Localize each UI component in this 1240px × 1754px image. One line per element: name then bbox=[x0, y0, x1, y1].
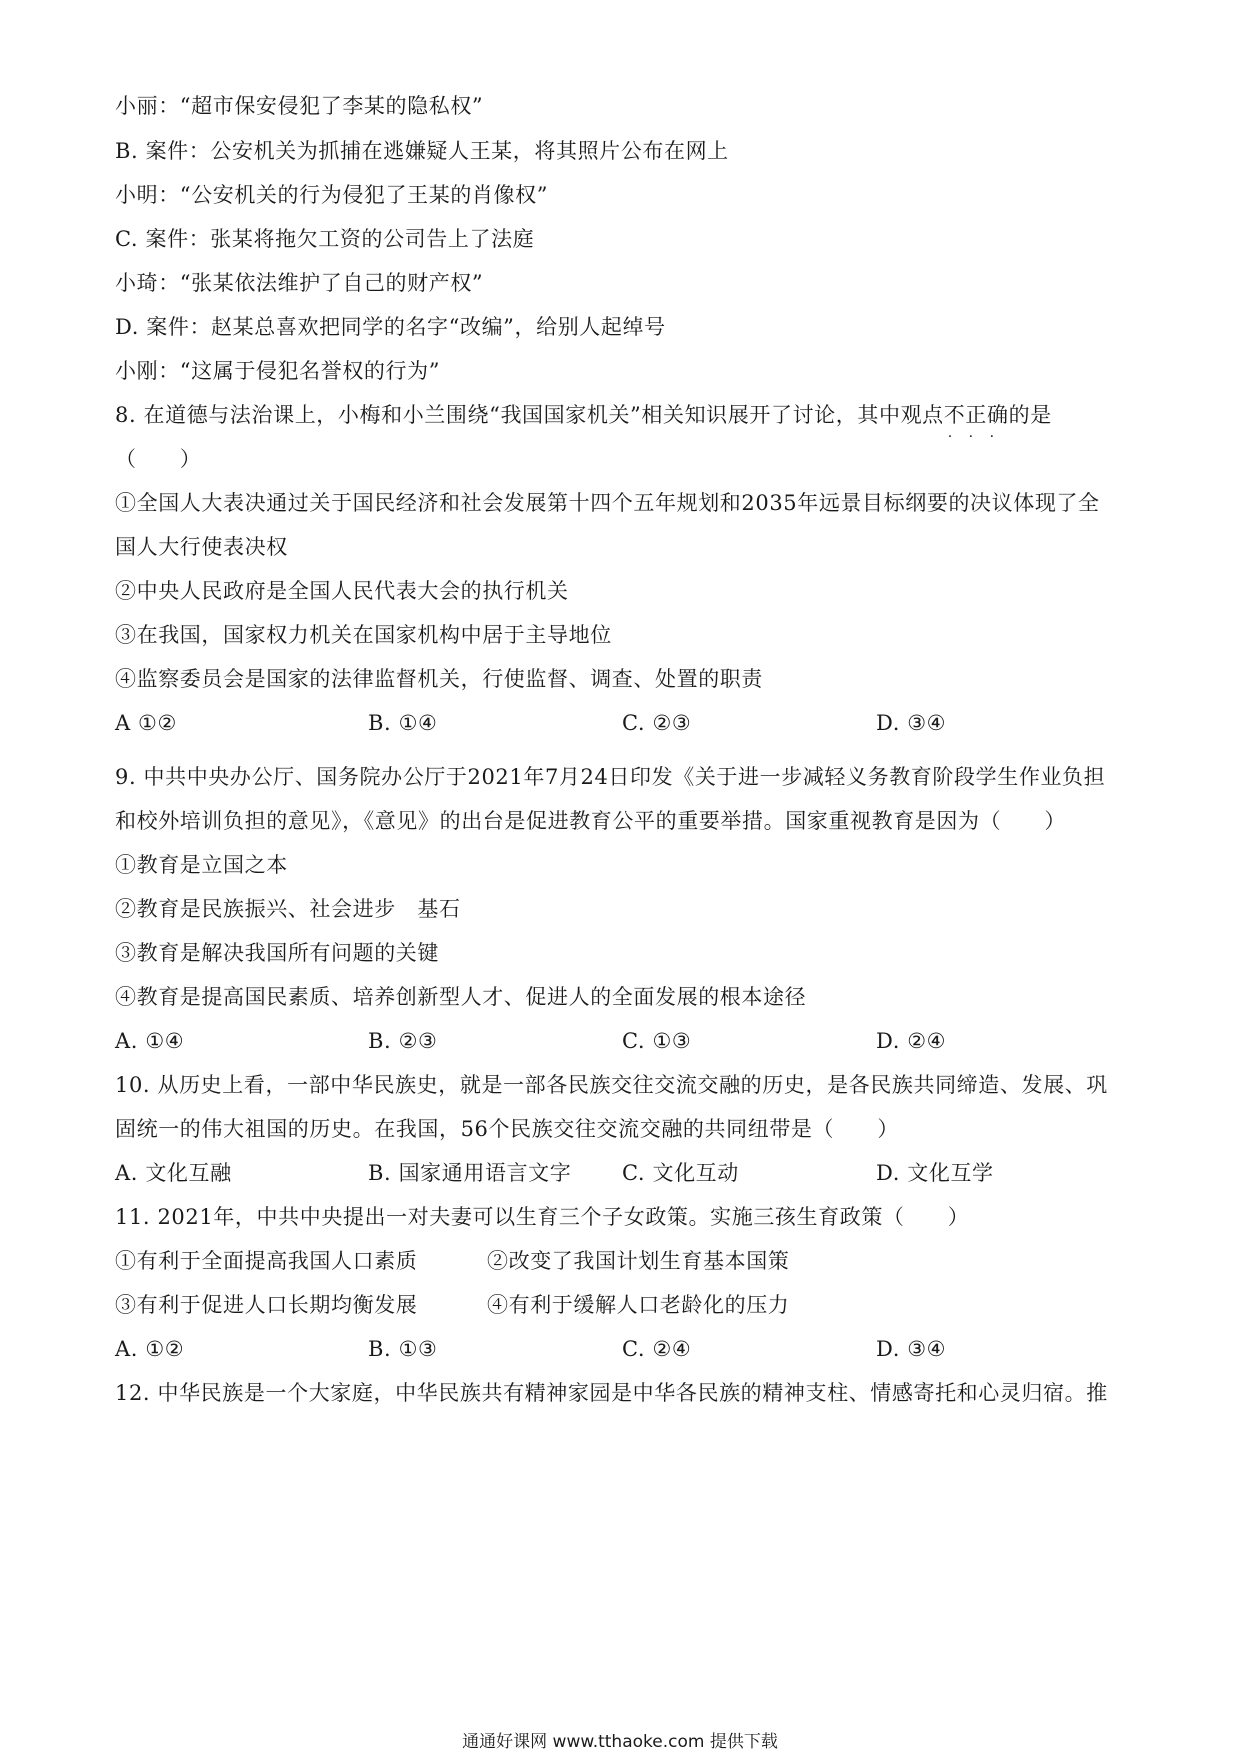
q10-option-c: C. 文化互动 bbox=[622, 1161, 739, 1185]
q9-stem-a: 9. 中共中央办公厅、国务院办公厅于2021年7月24日印发《关于进一步减轻义务教育阶段学生作业负担 bbox=[115, 765, 1106, 789]
q11-option-d: D. ③④ bbox=[876, 1337, 947, 1361]
option-b-case: B. 案件：公安机关为抓捕在逃嫌疑人王某，将其照片公布在网上 bbox=[115, 139, 729, 163]
q11-option-c: C. ②④ bbox=[622, 1337, 692, 1361]
q8-option-b: B. ①④ bbox=[368, 711, 438, 735]
option-d-case: D. 案件：赵某总喜欢把同学的名字“改编”，给别人起绰号 bbox=[115, 315, 666, 339]
q8-answer-paren: （ ） bbox=[115, 447, 202, 471]
q9-option-b: B. ②③ bbox=[368, 1029, 438, 1053]
page-footer: 通通好课网 www.tthaoke.com 提供下载 bbox=[462, 1732, 778, 1752]
q8-option-c: C. ②③ bbox=[622, 711, 692, 735]
q9-option-c: C. ①③ bbox=[622, 1029, 692, 1053]
q8-item-1a: ①全国人大表决通过关于国民经济和社会发展第十四个五年规划和2035年远景目标纲要的决议体现了全 bbox=[115, 491, 1100, 515]
answer-line-xiaoli: 小丽：“超市保安侵犯了李某的隐私权” bbox=[115, 94, 484, 118]
q11-item-2: ②改变了我国计划生育基本国策 bbox=[487, 1249, 790, 1273]
q10-stem-a: 10. 从历史上看，一部中华民族史，就是一部各民族交往交流交融的历史，是各民族共同缔造、发展、巩 bbox=[115, 1073, 1108, 1097]
q10-option-a: A. 文化互融 bbox=[115, 1161, 232, 1185]
q9-item-1: ①教育是立国之本 bbox=[115, 853, 288, 877]
q9-option-d: D. ②④ bbox=[876, 1029, 947, 1053]
q8-option-a: A ①② bbox=[115, 711, 177, 735]
answer-line-xiaoming: 小明：“公安机关的行为侵犯了王某的肖像权” bbox=[115, 183, 549, 207]
q11-item-4: ④有利于缓解人口老龄化的压力 bbox=[487, 1293, 790, 1317]
q8-item-4: ④监察委员会是国家的法律监督机关，行使监督、调查、处置的职责 bbox=[115, 667, 763, 691]
q8-stem-suffix: 的是 bbox=[1008, 403, 1052, 427]
q8-item-1b: 国人大行使表决权 bbox=[115, 535, 288, 559]
q10-option-d: D. 文化互学 bbox=[876, 1161, 994, 1185]
q8-stem-emphasis: 不正确 · · · bbox=[944, 403, 1009, 427]
option-c-case: C. 案件：张某将拖欠工资的公司告上了法庭 bbox=[115, 227, 535, 251]
q8-item-3: ③在我国，国家权力机关在国家机构中居于主导地位 bbox=[115, 623, 612, 647]
q8-option-d: D. ③④ bbox=[876, 711, 947, 735]
q11-option-b: B. ①③ bbox=[368, 1337, 438, 1361]
q10-stem-b: 固统一的伟大祖国的历史。在我国，56个民族交往交流交融的共同纽带是（ ） bbox=[115, 1117, 899, 1141]
q9-option-a: A. ①④ bbox=[115, 1029, 185, 1053]
q9-stem-b: 和校外培训负担的意见》，《意见》的出台是促进教育公平的重要举措。国家重视教育是因为（ ） bbox=[115, 809, 1066, 833]
q11-stem: 11. 2021年，中共中央提出一对夫妻可以生育三个子女政策。实施三孩生育政策（ ） bbox=[115, 1205, 970, 1229]
q10-option-b: B. 国家通用语言文字 bbox=[368, 1161, 572, 1185]
q8-stem bbox=[115, 401, 1052, 429]
q11-item-3: ③有利于促进人口长期均衡发展 bbox=[115, 1293, 418, 1317]
q12-stem: 12. 中华民族是一个大家庭，中华民族共有精神家园是中华各民族的精神支柱、情感寄托和心灵归宿。推 bbox=[115, 1381, 1108, 1405]
q11-item-1: ①有利于全面提高我国人口素质 bbox=[115, 1249, 418, 1273]
q9-item-4: ④教育是提高国民素质、培养创新型人才、促进人的全面发展的根本途径 bbox=[115, 985, 807, 1009]
answer-line-xiaoqi: 小琦：“张某依法维护了自己的财产权” bbox=[115, 271, 484, 295]
q8-stem-prefix: 8. 在道德与法治课上，小梅和小兰围绕“我国国家机关”相关知识展开了讨论，其中观点 bbox=[115, 403, 944, 427]
answer-line-xiaogang: 小刚：“这属于侵犯名誉权的行为” bbox=[115, 359, 441, 383]
q11-option-a: A. ①② bbox=[115, 1337, 185, 1361]
q8-item-2: ②中央人民政府是全国人民代表大会的执行机关 bbox=[115, 579, 569, 603]
q9-item-3: ③教育是解决我国所有问题的关键 bbox=[115, 941, 439, 965]
q9-item-2: ②教育是民族振兴、社会进步 基石 bbox=[115, 897, 461, 921]
